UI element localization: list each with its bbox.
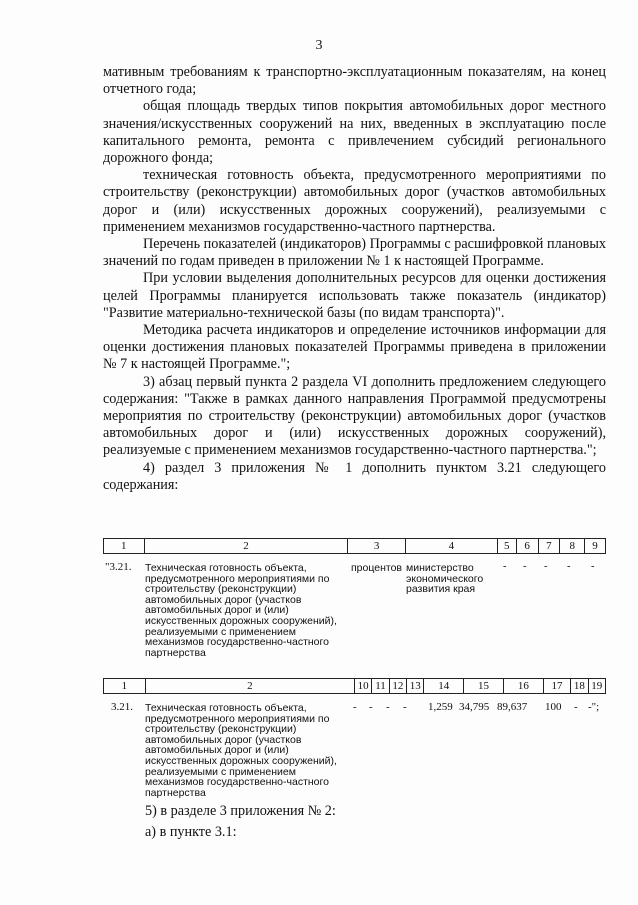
table1-header-cell: 3: [348, 539, 405, 554]
paragraph: При условии выделения дополнительных ресурсов для оценки достижения целей Программы планируется использовать также показатель (индикатор) "Развитие материально-технической базы (по видам транспорта)".: [103, 270, 606, 321]
row-unit: процентов: [351, 562, 403, 574]
row-value: -: [369, 701, 373, 713]
table1-header-cell: 2: [144, 539, 348, 554]
table2-header-cell: 10: [354, 679, 371, 694]
paragraph: общая площадь твердых типов покрытия автомобильных дорог местного значения/искусственных сооружений на них, введенных в эксплуатацию после капитального ремонта, ремонта с привлечением субсидий регионального дорожного фонда;: [103, 98, 606, 167]
row-value: 89,637: [497, 701, 528, 713]
table1-header-cell: 8: [560, 539, 585, 554]
row-number: "3.21.: [105, 561, 132, 573]
row-value: -: [503, 561, 507, 572]
table1-header-cell: 5: [497, 539, 516, 554]
table2-header-cell: 2: [145, 679, 354, 694]
table1-header-cell: 1: [104, 539, 145, 554]
row-value: -: [544, 561, 548, 572]
row-value: 100: [545, 701, 562, 713]
paragraph: 3) абзац первый пункта 2 раздела VI дополнить предложением следующего содержания: "Также в рамках данного направления Программой предусмотрены мероприятия по строительству (реконструкции) автомобильных дорог (участков автомобильных дорог и (или) искусственных дорожных сооружений), реализуемые с применением механизмов государственно-частного партнерства.";: [103, 373, 606, 459]
row-value: -: [574, 701, 578, 713]
table2-header-cell: 15: [464, 679, 504, 694]
paragraph: мативным требованиям к транспортно-эксплуатационным показателям, на конец отчетного года;: [103, 64, 606, 98]
table2-header-cell: 16: [503, 679, 543, 694]
row-value: -: [386, 701, 390, 713]
row-org: министерство экономического развития края: [406, 562, 484, 596]
tail-line-1: 5) в разделе 3 приложения № 2:: [145, 803, 336, 819]
paragraph: Методика расчета индикаторов и определение источников информации для оценки достижения плановых показателей Программы приведена в приложении № 7 к настоящей Программе.";: [103, 322, 606, 373]
row-name: Техническая готовность объекта, предусмотренного мероприятиями по строительству (реконструкции) автомобильных дорог (участков автомобильных дорог и (или) искусственных дорожных сооружений), реализуемыми с применением механизмов государственно-частного партнерства: [145, 562, 337, 659]
table1-header-cell: 7: [538, 539, 560, 554]
paragraph: Перечень показателей (индикаторов) Программы с расшифровкой плановых значений по годам приведен в приложении № 1 к настоящей Программе.: [103, 236, 606, 270]
paragraph: техническая готовность объекта, предусмотренного мероприятиями по строительству (реконструкции) автомобильных дорог (участков автомобильных дорог и (или) искусственных дорожных сооружений), реализуемыми с применением механизмов государственно-частного партнерства.: [103, 167, 606, 235]
table2-header-cell: 18: [571, 679, 588, 694]
row-value: -: [523, 561, 527, 572]
table2-header-cell: 1: [104, 679, 146, 694]
table2-header-cell: 19: [588, 679, 605, 694]
row-name: Техническая готовность объекта, предусмотренного мероприятиями по строительству (реконструкции) автомобильных дорог (участков автомобильных дорог и (или) искусственных дорожных сооружений), реализуемыми с применением механизмов государственно-частного партнерства: [145, 702, 337, 799]
paragraph: 4) раздел 3 приложения № 1 дополнить пунктом 3.21 следующего содержания:: [103, 459, 606, 493]
row-value: -: [567, 561, 571, 572]
document-body: [103, 64, 606, 494]
table2-header-cell: 11: [372, 679, 389, 694]
tail-line-2: а) в пункте 3.1:: [145, 824, 237, 840]
row-value: -: [403, 701, 407, 713]
table2-header-cell: 12: [389, 679, 406, 694]
table1-header-cell: 4: [405, 539, 497, 554]
row-value: -";: [588, 701, 600, 713]
row-number: 3.21.: [111, 701, 133, 713]
table2-header-cell: 13: [407, 679, 424, 694]
row-value: 34,795: [459, 701, 490, 713]
row-value: -: [353, 701, 357, 713]
row-value: 1,259: [428, 701, 453, 713]
row-value: -: [591, 561, 595, 572]
table1-header-cell: 9: [585, 539, 606, 554]
table2-header-cell: 17: [543, 679, 571, 694]
table1-header: [103, 538, 606, 554]
table1-header-cell: 6: [516, 539, 538, 554]
table2-header: [103, 678, 606, 694]
page-number: 3: [315, 38, 323, 53]
table2-header-cell: 14: [424, 679, 464, 694]
